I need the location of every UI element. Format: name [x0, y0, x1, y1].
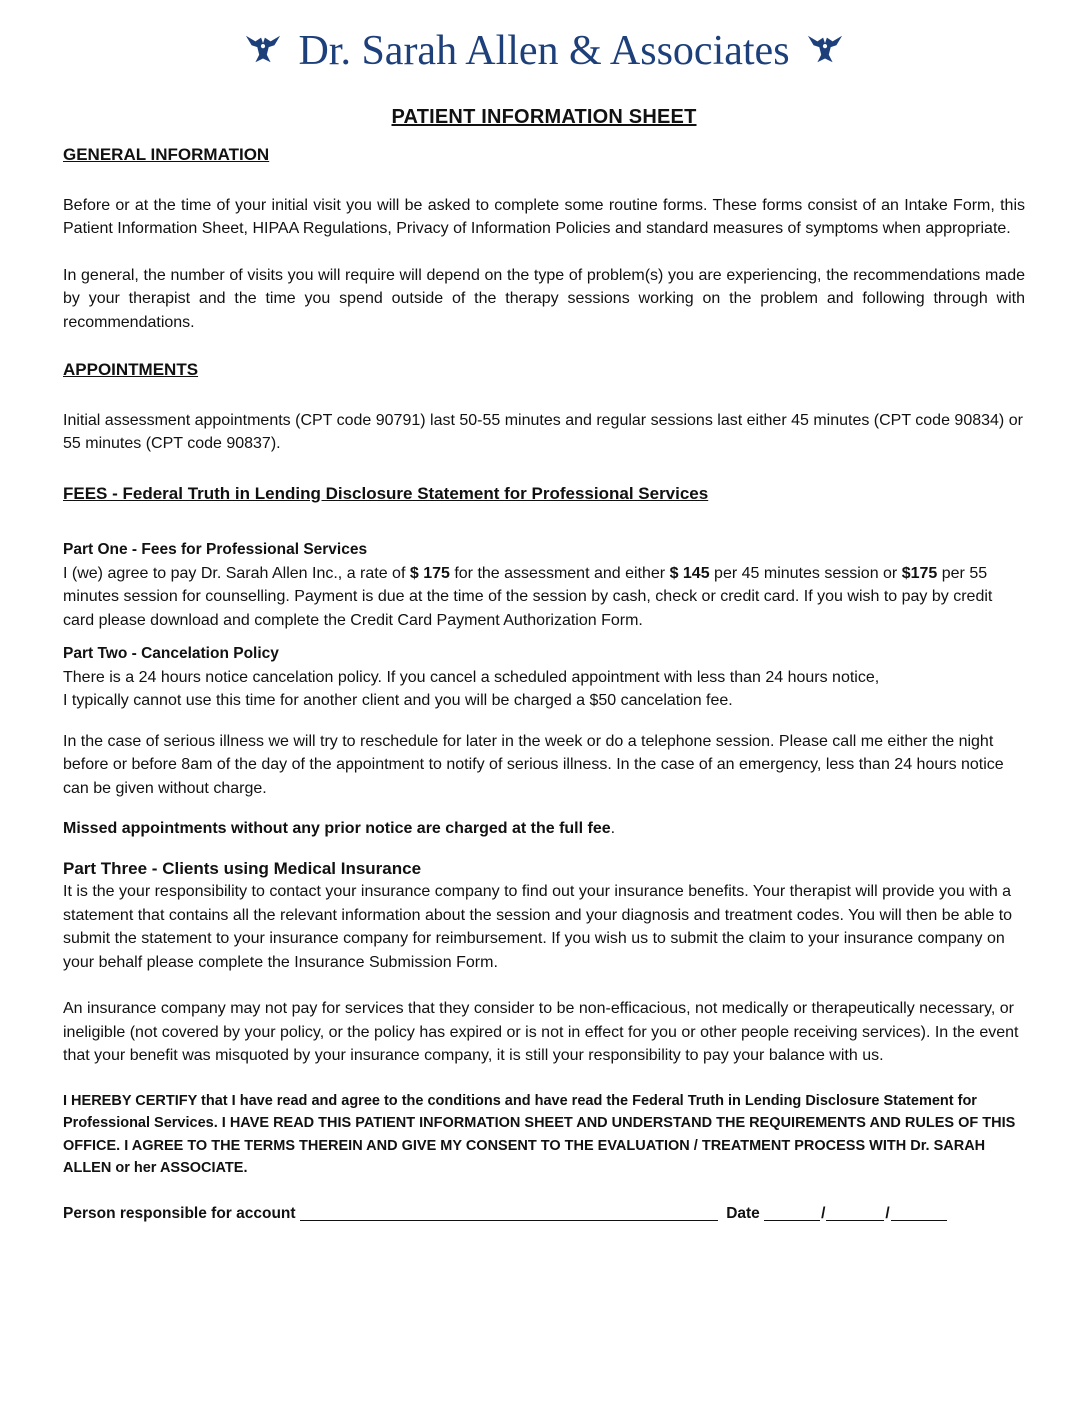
part-one-text: per 55 minutes session for counselling. Payment is due at the time of the session by cash, check or credit card. If you wish to pay by credit card please download and complete the Credit Card Payment Authorization Form.	[63, 564, 993, 629]
signature-line	[63, 1202, 1025, 1226]
missed-appointments-text: Missed appointments without any prior notice are charged at the full fee	[63, 820, 611, 837]
letterhead	[0, 26, 1088, 76]
part-two-line-1: There is a 24 hours notice cancelation policy. If you cancel a scheduled appointment with less than 24 hours notice,	[63, 668, 880, 686]
date-separator: /	[821, 1204, 826, 1222]
part-one-heading: Part One - Fees for Professional Services	[63, 541, 368, 558]
date-month-field[interactable]	[764, 1204, 820, 1221]
part-three-paragraph-2: An insurance company may not pay for services that they consider to be non-efficacious, not medically or therapeutically necessary, or ineligible (not covered by your policy, or the policy has expired or is not in effect for you or other people receiving services). In the event that your benefit was misquoted by your insurance company, it is still your responsibility to pay your balance with us.	[63, 1000, 1019, 1064]
date-label: Date	[726, 1204, 760, 1222]
part-one-text: for the assessment and either	[449, 564, 670, 582]
date-day-field[interactable]	[826, 1204, 884, 1221]
part-one-paragraph	[63, 562, 1025, 633]
part-one-text: per 45 minutes session or	[709, 564, 902, 582]
part-two-paragraph-2: In the case of serious illness we will try to reschedule for later in the week or do a telephone session. Please call me either the night before or before 8am of the day of the appointment to notify of serious illness. In the case of an emergency, less than 24 hours notice can be given without charge.	[63, 732, 1004, 797]
document-title: PATIENT INFORMATION SHEET	[391, 106, 697, 128]
person-responsible-field[interactable]	[300, 1204, 718, 1221]
date-separator: /	[885, 1204, 890, 1222]
part-three-heading: Part Three - Clients using Medical Insurance	[63, 858, 422, 878]
appointments-heading: APPOINTMENTS	[63, 360, 199, 379]
practice-name: Dr. Sarah Allen & Associates	[298, 28, 790, 74]
general-information-heading: GENERAL INFORMATION	[63, 145, 270, 164]
general-paragraph-1: Before or at the time of your initial visit you will be asked to complete some routine forms. These forms consist of an Intake Form, this Patient Information Sheet, HIPAA Regulations, Privacy of Information Policies and standard measures of symptoms when appropriate.	[63, 196, 1025, 237]
eagle-icon	[806, 30, 844, 68]
fees-heading: FEES - Federal Truth in Lending Disclosure Statement for Professional Services	[63, 483, 709, 503]
document-body	[63, 143, 1025, 1225]
part-three-paragraph-1: It is the your responsibility to contact your insurance company to find out your insurance benefits. Your therapist will provide you with a statement that contains all the relevant information about the session and your diagnosis and treatment codes. You will then be able to submit the statement to your insurance company for reimbursement. If you wish us to submit the claim to your insurance company on your behalf please complete the Insurance Submission Form.	[63, 883, 1013, 971]
part-two-paragraph-1	[63, 666, 1025, 713]
general-paragraph-2: In general, the number of visits you will require will depend on the type of problem(s) you are experiencing, the recommendations made by your therapist and the time you spend outside of the therapy sessions working on the problem and following through with recommendations.	[63, 266, 1025, 331]
missed-appointments-period: .	[610, 820, 616, 837]
eagle-icon	[244, 30, 282, 68]
part-two-heading: Part Two - Cancelation Policy	[63, 645, 279, 662]
rate-45-minutes: $ 145	[669, 564, 710, 582]
rate-assessment: $ 175	[409, 564, 450, 582]
person-responsible-label: Person responsible for account	[63, 1204, 296, 1222]
certification-statement: I HEREBY CERTIFY that I have read and agree to the conditions and have read the Federal Truth in Lending Disclosure Statement for Professional Services. I HAVE READ THIS PATIENT INFORMATION SHEET AND UNDERSTAND THE REQUIREMENTS AND RULES OF THIS OFFICE. I AGREE TO THE TERMS THEREIN AND GIVE MY CONSENT TO THE EVALUATION / TREATMENT PROCESS WITH Dr. SARAH ALLEN or her ASSOCIATE.	[63, 1092, 1016, 1176]
part-one-text: I (we) agree to pay Dr. Sarah Allen Inc., a rate of	[63, 564, 410, 582]
missed-appointments-note	[63, 817, 1025, 841]
date-year-field[interactable]	[891, 1204, 947, 1221]
part-two-line-2: I typically cannot use this time for another client and you will be charged a $50 cancelation fee.	[63, 692, 733, 709]
rate-55-minutes: $175	[901, 564, 938, 582]
appointments-paragraph: Initial assessment appointments (CPT code 90791) last 50-55 minutes and regular sessions last either 45 minutes (CPT code 90834) or 55 minutes (CPT code 90837).	[63, 411, 1023, 452]
